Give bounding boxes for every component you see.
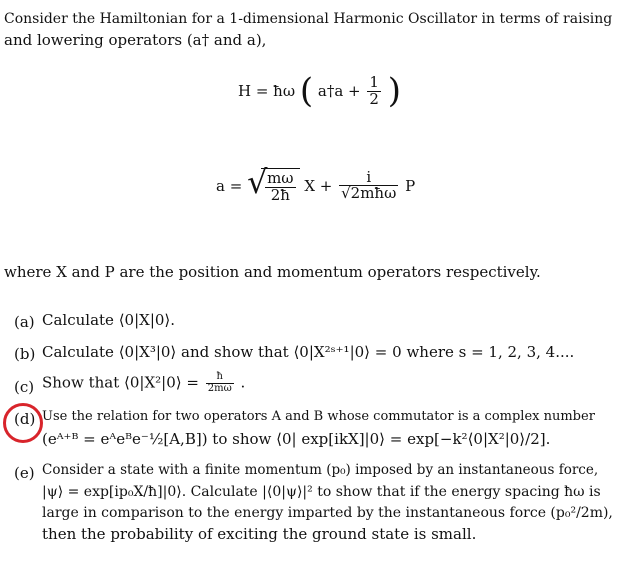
momentum-fraction	[339, 167, 398, 203]
item-b-label: (b)	[14, 345, 36, 363]
item-c-label: (c)	[14, 378, 35, 396]
half-denominator: 2	[369, 89, 379, 108]
item-d-line-2: (eᴬ⁺ᴮ = eᴬeᴮe⁻½[A,B]) to show ⟨0| exp[ikX]|0⟩ = exp[−k²⟨0|X²|0⟩/2].	[42, 430, 551, 448]
momentum-numerator: i	[339, 170, 398, 187]
item-d-line-1: Use the relation for two operators A and B whose commutator is a complex number	[42, 409, 595, 424]
sqrt-fraction	[265, 171, 295, 204]
item-c-numerator: ħ	[206, 372, 234, 384]
item-e-line-2: |ψ⟩ = exp[ip₀X/ħ]|0⟩. Calculate |⟨0|ψ⟩|² to show that if the energy spacing ħω is	[42, 484, 601, 500]
intro-line-2: and lowering operators (a† and a),	[4, 31, 267, 49]
a-lhs: a =	[216, 176, 243, 195]
item-c-row	[42, 372, 245, 394]
item-c-denominator: 2mω	[207, 382, 232, 394]
hamiltonian-equation	[238, 71, 402, 111]
left-paren: (	[299, 71, 314, 111]
item-e-line-3: large in comparison to the energy imparted by the instantaneous force (p₀²/2m),	[42, 505, 613, 521]
hamiltonian-inner: a†a +	[317, 82, 361, 100]
item-e-line-1: Consider a state with a finite momentum (p₀) imposed by an instantaneous force,	[42, 462, 599, 478]
item-b-text: Calculate ⟨0|X³|0⟩ and show that ⟨0|X²ˢ⁺¹|0⟩ = 0 where s = 1, 2, 3, 4....	[42, 343, 575, 361]
item-a-label: (a)	[14, 313, 35, 331]
a-tail: P	[405, 176, 416, 195]
item-c-text: Show that ⟨0|X²|0⟩ =	[42, 373, 199, 392]
sqrt-term	[247, 163, 299, 204]
sqrt-denominator: 2ħ	[270, 185, 290, 204]
item-c-period: .	[240, 373, 246, 392]
hamiltonian-lhs: H = ħω	[238, 82, 296, 100]
where-line: where X and P are the position and momentum operators respectively.	[4, 263, 541, 281]
item-c-fraction	[206, 372, 234, 394]
item-e-line-4: then the probability of exciting the ground state is small.	[42, 525, 477, 543]
a-mid: X +	[304, 176, 333, 195]
intro-line-1: Consider the Hamiltonian for a 1-dimensional Harmonic Oscillator in terms of raising	[4, 11, 613, 27]
right-paren: )	[387, 71, 402, 111]
item-d-label: (d)	[14, 410, 36, 428]
a-operator-equation	[216, 163, 416, 204]
momentum-denominator: √2mħω	[341, 184, 397, 203]
sqrt-numerator: mω	[267, 169, 294, 187]
item-e-label: (e)	[14, 464, 35, 482]
half-numerator: 1	[369, 72, 379, 91]
item-a-text: Calculate ⟨0|X|0⟩.	[42, 311, 176, 329]
half-fraction	[367, 72, 381, 108]
radical-sign: √	[247, 163, 268, 201]
